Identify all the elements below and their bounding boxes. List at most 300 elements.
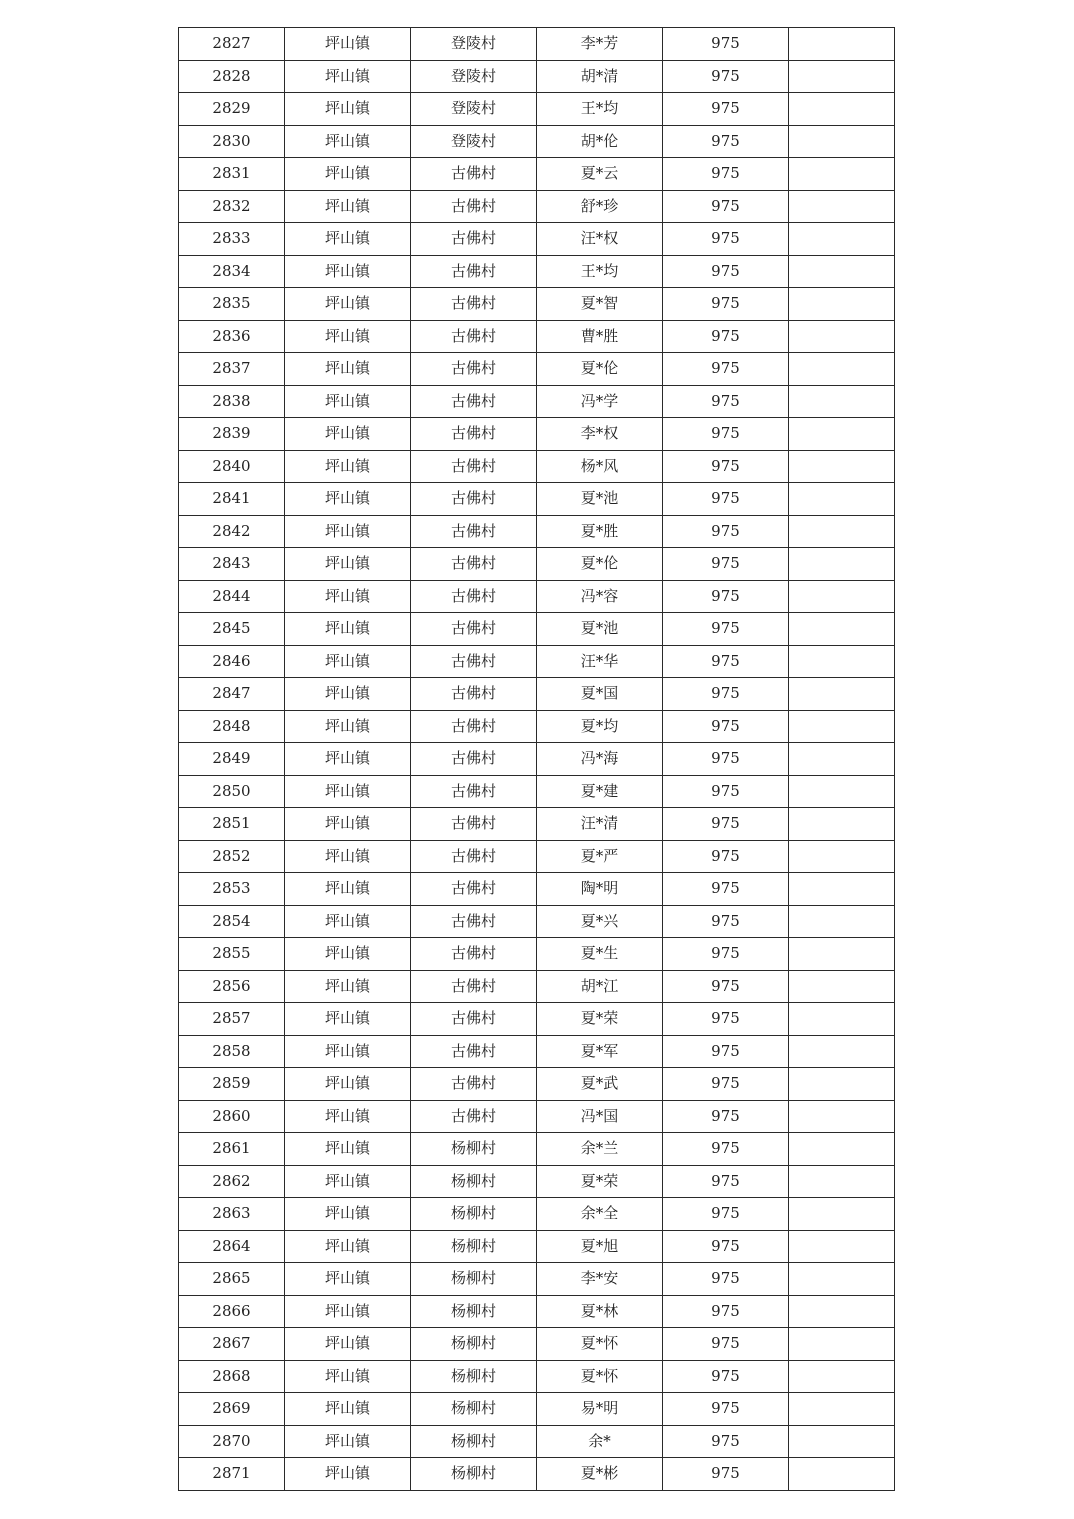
village-cell: 古佛村	[411, 645, 537, 678]
name-cell: 夏*池	[537, 483, 663, 516]
remark-cell	[789, 613, 895, 646]
table-row	[179, 1165, 895, 1198]
amount-cell: 975	[663, 255, 789, 288]
name-cell: 胡*清	[537, 60, 663, 93]
table-row	[179, 1393, 895, 1426]
amount-cell: 975	[663, 873, 789, 906]
name-cell: 舒*珍	[537, 190, 663, 223]
amount-cell: 975	[663, 190, 789, 223]
town-cell: 坪山镇	[285, 450, 411, 483]
remark-cell	[789, 873, 895, 906]
name-cell: 夏*严	[537, 840, 663, 873]
amount-cell: 975	[663, 1458, 789, 1491]
town-cell: 坪山镇	[285, 28, 411, 61]
village-cell: 古佛村	[411, 385, 537, 418]
name-cell: 余*兰	[537, 1133, 663, 1166]
village-cell: 古佛村	[411, 905, 537, 938]
row-number-cell: 2854	[179, 905, 285, 938]
table-row	[179, 288, 895, 321]
remark-cell	[789, 678, 895, 711]
village-cell: 古佛村	[411, 483, 537, 516]
village-cell: 杨柳村	[411, 1295, 537, 1328]
remark-cell	[789, 515, 895, 548]
row-number-cell: 2868	[179, 1360, 285, 1393]
name-cell: 易*明	[537, 1393, 663, 1426]
amount-cell: 975	[663, 418, 789, 451]
table-row	[179, 1230, 895, 1263]
table-row	[179, 613, 895, 646]
village-cell: 古佛村	[411, 255, 537, 288]
remark-cell	[789, 190, 895, 223]
row-number-cell: 2871	[179, 1458, 285, 1491]
name-cell: 夏*彬	[537, 1458, 663, 1491]
table-row	[179, 190, 895, 223]
town-cell: 坪山镇	[285, 1035, 411, 1068]
town-cell: 坪山镇	[285, 905, 411, 938]
amount-cell: 975	[663, 1393, 789, 1426]
remark-cell	[789, 775, 895, 808]
town-cell: 坪山镇	[285, 515, 411, 548]
remark-cell	[789, 1230, 895, 1263]
village-cell: 古佛村	[411, 418, 537, 451]
remark-cell	[789, 938, 895, 971]
name-cell: 李*芳	[537, 28, 663, 61]
town-cell: 坪山镇	[285, 1100, 411, 1133]
name-cell: 夏*武	[537, 1068, 663, 1101]
table-row	[179, 970, 895, 1003]
village-cell: 古佛村	[411, 450, 537, 483]
remark-cell	[789, 710, 895, 743]
row-number-cell: 2855	[179, 938, 285, 971]
table-row	[179, 385, 895, 418]
amount-cell: 975	[663, 385, 789, 418]
row-number-cell: 2856	[179, 970, 285, 1003]
row-number-cell: 2829	[179, 93, 285, 126]
town-cell: 坪山镇	[285, 938, 411, 971]
row-number-cell: 2827	[179, 28, 285, 61]
village-cell: 古佛村	[411, 808, 537, 841]
table-row	[179, 320, 895, 353]
amount-cell: 975	[663, 353, 789, 386]
row-number-cell: 2852	[179, 840, 285, 873]
amount-cell: 975	[663, 158, 789, 191]
village-cell: 杨柳村	[411, 1263, 537, 1296]
table-row	[179, 125, 895, 158]
village-cell: 古佛村	[411, 678, 537, 711]
remark-cell	[789, 158, 895, 191]
row-number-cell: 2857	[179, 1003, 285, 1036]
town-cell: 坪山镇	[285, 548, 411, 581]
village-cell: 登陵村	[411, 125, 537, 158]
town-cell: 坪山镇	[285, 223, 411, 256]
name-cell: 夏*智	[537, 288, 663, 321]
name-cell: 胡*伦	[537, 125, 663, 158]
village-cell: 登陵村	[411, 28, 537, 61]
town-cell: 坪山镇	[285, 1360, 411, 1393]
table-row	[179, 678, 895, 711]
town-cell: 坪山镇	[285, 483, 411, 516]
village-cell: 古佛村	[411, 288, 537, 321]
name-cell: 余*全	[537, 1198, 663, 1231]
town-cell: 坪山镇	[285, 1393, 411, 1426]
amount-cell: 975	[663, 645, 789, 678]
row-number-cell: 2848	[179, 710, 285, 743]
amount-cell: 975	[663, 1328, 789, 1361]
table-row	[179, 1360, 895, 1393]
name-cell: 汪*华	[537, 645, 663, 678]
town-cell: 坪山镇	[285, 1165, 411, 1198]
village-cell: 古佛村	[411, 743, 537, 776]
remark-cell	[789, 320, 895, 353]
row-number-cell: 2840	[179, 450, 285, 483]
town-cell: 坪山镇	[285, 1068, 411, 1101]
row-number-cell: 2837	[179, 353, 285, 386]
remark-cell	[789, 483, 895, 516]
roster-table-body	[179, 28, 895, 1491]
town-cell: 坪山镇	[285, 678, 411, 711]
village-cell: 古佛村	[411, 1068, 537, 1101]
row-number-cell: 2831	[179, 158, 285, 191]
town-cell: 坪山镇	[285, 970, 411, 1003]
row-number-cell: 2843	[179, 548, 285, 581]
row-number-cell: 2853	[179, 873, 285, 906]
row-number-cell: 2846	[179, 645, 285, 678]
table-row	[179, 1068, 895, 1101]
village-cell: 古佛村	[411, 613, 537, 646]
town-cell: 坪山镇	[285, 645, 411, 678]
name-cell: 夏*均	[537, 710, 663, 743]
village-cell: 古佛村	[411, 938, 537, 971]
remark-cell	[789, 840, 895, 873]
town-cell: 坪山镇	[285, 1133, 411, 1166]
village-cell: 杨柳村	[411, 1198, 537, 1231]
row-number-cell: 2850	[179, 775, 285, 808]
table-row	[179, 158, 895, 191]
village-cell: 古佛村	[411, 1035, 537, 1068]
village-cell: 杨柳村	[411, 1133, 537, 1166]
row-number-cell: 2832	[179, 190, 285, 223]
name-cell: 夏*伦	[537, 548, 663, 581]
village-cell: 登陵村	[411, 60, 537, 93]
remark-cell	[789, 743, 895, 776]
name-cell: 冯*容	[537, 580, 663, 613]
village-cell: 古佛村	[411, 353, 537, 386]
table-row	[179, 1263, 895, 1296]
row-number-cell: 2849	[179, 743, 285, 776]
table-row	[179, 1198, 895, 1231]
village-cell: 古佛村	[411, 190, 537, 223]
table-row	[179, 28, 895, 61]
amount-cell: 975	[663, 1068, 789, 1101]
amount-cell: 975	[663, 1360, 789, 1393]
amount-cell: 975	[663, 580, 789, 613]
table-row	[179, 418, 895, 451]
town-cell: 坪山镇	[285, 353, 411, 386]
amount-cell: 975	[663, 60, 789, 93]
table-row	[179, 808, 895, 841]
remark-cell	[789, 1425, 895, 1458]
roster-table	[178, 27, 895, 1491]
amount-cell: 975	[663, 1425, 789, 1458]
row-number-cell: 2865	[179, 1263, 285, 1296]
name-cell: 胡*江	[537, 970, 663, 1003]
table-row	[179, 873, 895, 906]
remark-cell	[789, 970, 895, 1003]
amount-cell: 975	[663, 1003, 789, 1036]
name-cell: 夏*伦	[537, 353, 663, 386]
amount-cell: 975	[663, 938, 789, 971]
remark-cell	[789, 1068, 895, 1101]
row-number-cell: 2862	[179, 1165, 285, 1198]
row-number-cell: 2859	[179, 1068, 285, 1101]
remark-cell	[789, 1263, 895, 1296]
remark-cell	[789, 288, 895, 321]
name-cell: 冯*学	[537, 385, 663, 418]
table-row	[179, 1003, 895, 1036]
remark-cell	[789, 450, 895, 483]
remark-cell	[789, 60, 895, 93]
table-row	[179, 548, 895, 581]
town-cell: 坪山镇	[285, 1295, 411, 1328]
town-cell: 坪山镇	[285, 385, 411, 418]
amount-cell: 975	[663, 288, 789, 321]
row-number-cell: 2860	[179, 1100, 285, 1133]
row-number-cell: 2858	[179, 1035, 285, 1068]
remark-cell	[789, 1360, 895, 1393]
town-cell: 坪山镇	[285, 1230, 411, 1263]
village-cell: 登陵村	[411, 93, 537, 126]
amount-cell: 975	[663, 515, 789, 548]
village-cell: 古佛村	[411, 1003, 537, 1036]
village-cell: 古佛村	[411, 1100, 537, 1133]
table-row	[179, 60, 895, 93]
remark-cell	[789, 1035, 895, 1068]
village-cell: 杨柳村	[411, 1230, 537, 1263]
remark-cell	[789, 905, 895, 938]
name-cell: 汪*权	[537, 223, 663, 256]
town-cell: 坪山镇	[285, 873, 411, 906]
amount-cell: 975	[663, 1100, 789, 1133]
remark-cell	[789, 1133, 895, 1166]
remark-cell	[789, 1165, 895, 1198]
table-row	[179, 1035, 895, 1068]
row-number-cell: 2830	[179, 125, 285, 158]
row-number-cell: 2861	[179, 1133, 285, 1166]
amount-cell: 975	[663, 970, 789, 1003]
village-cell: 古佛村	[411, 710, 537, 743]
remark-cell	[789, 28, 895, 61]
village-cell: 古佛村	[411, 223, 537, 256]
name-cell: 夏*胜	[537, 515, 663, 548]
town-cell: 坪山镇	[285, 60, 411, 93]
remark-cell	[789, 125, 895, 158]
town-cell: 坪山镇	[285, 418, 411, 451]
village-cell: 杨柳村	[411, 1425, 537, 1458]
name-cell: 夏*云	[537, 158, 663, 191]
town-cell: 坪山镇	[285, 255, 411, 288]
village-cell: 杨柳村	[411, 1328, 537, 1361]
remark-cell	[789, 385, 895, 418]
town-cell: 坪山镇	[285, 1425, 411, 1458]
row-number-cell: 2828	[179, 60, 285, 93]
remark-cell	[789, 1100, 895, 1133]
name-cell: 夏*怀	[537, 1360, 663, 1393]
amount-cell: 975	[663, 710, 789, 743]
name-cell: 夏*荣	[537, 1165, 663, 1198]
table-row	[179, 743, 895, 776]
amount-cell: 975	[663, 1230, 789, 1263]
town-cell: 坪山镇	[285, 840, 411, 873]
table-row	[179, 93, 895, 126]
row-number-cell: 2841	[179, 483, 285, 516]
remark-cell	[789, 1328, 895, 1361]
remark-cell	[789, 580, 895, 613]
name-cell: 夏*荣	[537, 1003, 663, 1036]
row-number-cell: 2836	[179, 320, 285, 353]
amount-cell: 975	[663, 1295, 789, 1328]
table-row	[179, 1100, 895, 1133]
village-cell: 杨柳村	[411, 1393, 537, 1426]
name-cell: 夏*怀	[537, 1328, 663, 1361]
remark-cell	[789, 353, 895, 386]
table-row	[179, 645, 895, 678]
village-cell: 古佛村	[411, 158, 537, 191]
name-cell: 夏*建	[537, 775, 663, 808]
table-row	[179, 483, 895, 516]
remark-cell	[789, 418, 895, 451]
name-cell: 王*均	[537, 93, 663, 126]
table-row	[179, 223, 895, 256]
table-row	[179, 1328, 895, 1361]
name-cell: 汪*清	[537, 808, 663, 841]
village-cell: 杨柳村	[411, 1458, 537, 1491]
town-cell: 坪山镇	[285, 808, 411, 841]
amount-cell: 975	[663, 548, 789, 581]
village-cell: 古佛村	[411, 970, 537, 1003]
remark-cell	[789, 1003, 895, 1036]
amount-cell: 975	[663, 483, 789, 516]
row-number-cell: 2864	[179, 1230, 285, 1263]
amount-cell: 975	[663, 905, 789, 938]
village-cell: 古佛村	[411, 515, 537, 548]
town-cell: 坪山镇	[285, 613, 411, 646]
table-row	[179, 1133, 895, 1166]
remark-cell	[789, 1458, 895, 1491]
town-cell: 坪山镇	[285, 125, 411, 158]
town-cell: 坪山镇	[285, 320, 411, 353]
name-cell: 夏*林	[537, 1295, 663, 1328]
village-cell: 杨柳村	[411, 1165, 537, 1198]
table-row	[179, 1458, 895, 1491]
town-cell: 坪山镇	[285, 1458, 411, 1491]
table-row	[179, 775, 895, 808]
amount-cell: 975	[663, 840, 789, 873]
amount-cell: 975	[663, 93, 789, 126]
amount-cell: 975	[663, 1263, 789, 1296]
amount-cell: 975	[663, 1165, 789, 1198]
name-cell: 李*权	[537, 418, 663, 451]
remark-cell	[789, 223, 895, 256]
remark-cell	[789, 93, 895, 126]
amount-cell: 975	[663, 125, 789, 158]
town-cell: 坪山镇	[285, 1263, 411, 1296]
table-row	[179, 938, 895, 971]
town-cell: 坪山镇	[285, 743, 411, 776]
row-number-cell: 2834	[179, 255, 285, 288]
amount-cell: 975	[663, 1035, 789, 1068]
town-cell: 坪山镇	[285, 288, 411, 321]
row-number-cell: 2838	[179, 385, 285, 418]
row-number-cell: 2851	[179, 808, 285, 841]
table-row	[179, 1295, 895, 1328]
town-cell: 坪山镇	[285, 710, 411, 743]
table-row	[179, 905, 895, 938]
name-cell: 夏*军	[537, 1035, 663, 1068]
table-row	[179, 255, 895, 288]
town-cell: 坪山镇	[285, 580, 411, 613]
name-cell: 王*均	[537, 255, 663, 288]
row-number-cell: 2866	[179, 1295, 285, 1328]
table-row	[179, 710, 895, 743]
amount-cell: 975	[663, 808, 789, 841]
village-cell: 古佛村	[411, 548, 537, 581]
town-cell: 坪山镇	[285, 93, 411, 126]
row-number-cell: 2833	[179, 223, 285, 256]
remark-cell	[789, 255, 895, 288]
remark-cell	[789, 548, 895, 581]
amount-cell: 975	[663, 320, 789, 353]
row-number-cell: 2867	[179, 1328, 285, 1361]
table-row	[179, 450, 895, 483]
table-row	[179, 1425, 895, 1458]
row-number-cell: 2869	[179, 1393, 285, 1426]
village-cell: 古佛村	[411, 580, 537, 613]
name-cell: 陶*明	[537, 873, 663, 906]
name-cell: 冯*国	[537, 1100, 663, 1133]
village-cell: 古佛村	[411, 840, 537, 873]
row-number-cell: 2839	[179, 418, 285, 451]
amount-cell: 975	[663, 1133, 789, 1166]
name-cell: 夏*国	[537, 678, 663, 711]
name-cell: 夏*生	[537, 938, 663, 971]
remark-cell	[789, 808, 895, 841]
amount-cell: 975	[663, 613, 789, 646]
village-cell: 古佛村	[411, 320, 537, 353]
table-row	[179, 353, 895, 386]
amount-cell: 975	[663, 450, 789, 483]
name-cell: 李*安	[537, 1263, 663, 1296]
village-cell: 杨柳村	[411, 1360, 537, 1393]
row-number-cell: 2835	[179, 288, 285, 321]
row-number-cell: 2842	[179, 515, 285, 548]
row-number-cell: 2847	[179, 678, 285, 711]
row-number-cell: 2863	[179, 1198, 285, 1231]
table-row	[179, 840, 895, 873]
village-cell: 古佛村	[411, 775, 537, 808]
amount-cell: 975	[663, 678, 789, 711]
town-cell: 坪山镇	[285, 190, 411, 223]
town-cell: 坪山镇	[285, 1198, 411, 1231]
amount-cell: 975	[663, 1198, 789, 1231]
name-cell: 曹*胜	[537, 320, 663, 353]
table-row	[179, 515, 895, 548]
name-cell: 夏*池	[537, 613, 663, 646]
remark-cell	[789, 1393, 895, 1426]
amount-cell: 975	[663, 223, 789, 256]
row-number-cell: 2845	[179, 613, 285, 646]
town-cell: 坪山镇	[285, 158, 411, 191]
remark-cell	[789, 645, 895, 678]
